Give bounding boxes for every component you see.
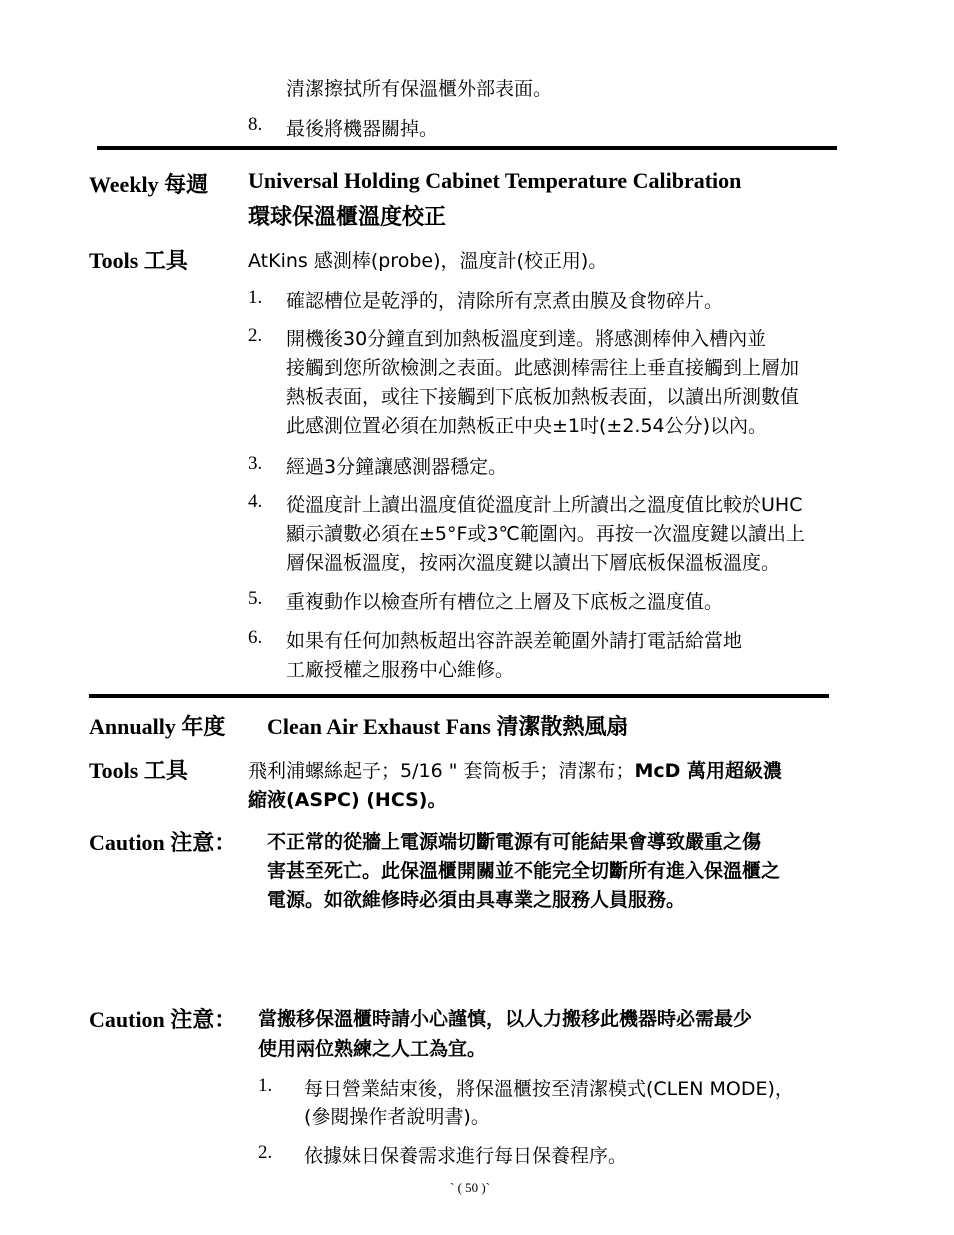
section-title: Clean Air Exhaust Fans 清潔散熱風扇 <box>267 714 629 739</box>
tools-text-bold: 縮液(ASPC) (HCS)。 <box>248 789 447 811</box>
section-title-zh: 環球保溫櫃溫度校正 <box>248 204 447 229</box>
step-number: 2. <box>258 1142 273 1163</box>
caution-label: Caution 注意： <box>89 830 237 855</box>
step-number: 8. <box>248 114 263 135</box>
step-text: 顯示讀數必須在±5°F或3℃範圍內。再按一次溫度鍵以讀出上 <box>286 523 805 545</box>
section-divider <box>89 694 829 698</box>
step-text: 接觸到您所欲檢測之表面。此感測棒需往上垂直接觸到上層加 <box>286 357 800 379</box>
step-number: 5. <box>248 588 263 609</box>
step-text: 最後將機器關掉。 <box>286 118 439 140</box>
step-number: 2. <box>248 325 263 346</box>
caution-text: 不正常的從牆上電源端切斷電源有可能結果會導致嚴重之傷 <box>267 831 762 853</box>
step-text: 依據妹日保養需求進行每日保養程序。 <box>304 1145 628 1167</box>
step-text: 確認槽位是乾淨的，清除所有烹煮由膜及食物碎片。 <box>286 290 724 312</box>
tools-text-bold: McD 萬用超級濃 <box>634 760 783 782</box>
tools-label: Tools 工具 <box>89 248 188 273</box>
step-number: 1. <box>258 1075 273 1096</box>
page-number: ` ( 50 )` <box>450 1180 491 1195</box>
frequency-label-annually: Annually 年度 <box>89 714 226 739</box>
caution-label: Caution 注意： <box>89 1007 237 1032</box>
step-text: 經過3分鐘讓感測器穩定。 <box>286 456 508 478</box>
step-text: 開機後30分鐘直到加熱板溫度到達。將感測棒伸入槽內並 <box>286 328 767 350</box>
tools-text: AtKins 感測棒(probe)，溫度計(校正用)。 <box>248 250 608 272</box>
caution-text: 當搬移保溫櫃時請小心謹慎，以人力搬移此機器時必需最少 <box>258 1008 753 1030</box>
step-text: 重複動作以檢查所有槽位之上層及下底板之溫度值。 <box>286 591 724 613</box>
caution-text: 電源。如欲維修時必須由具專業之服務人員服務。 <box>267 889 686 911</box>
caution-text: 使用兩位熟練之人工為宜。 <box>258 1038 487 1060</box>
tools-label: Tools 工具 <box>89 758 188 783</box>
carryover-line: 清潔擦拭所有保溫櫃外部表面。 <box>286 78 553 100</box>
step-text: 每日營業結束後，將保溫櫃按至清潔模式(CLEN MODE)， <box>304 1078 794 1100</box>
step-text: 如果有任何加熱板超出容許誤差範圍外請打電話給當地 <box>286 630 743 652</box>
section-divider <box>97 146 837 150</box>
step-text: 此感測位置必須在加熱板正中央±1吋(±2.54公分)以內。 <box>286 415 768 437</box>
step-text: 從溫度計上讀出溫度值從溫度計上所讀出之溫度值比較於UHC <box>286 494 803 516</box>
step-text: 層保溫板溫度，按兩次溫度鍵以讀出下層底板保溫板溫度。 <box>286 552 781 574</box>
step-text: (參閱操作者說明書)。 <box>304 1106 490 1128</box>
tools-text <box>248 756 782 783</box>
step-text: 工廠授權之服務中心維修。 <box>286 659 515 681</box>
section-title-en: Universal Holding Cabinet Temperature Calibration <box>248 168 742 193</box>
tools-text-plain: 飛利浦螺絲起子；5/16 " 套筒板手；清潔布； <box>248 760 635 782</box>
step-number: 4. <box>248 491 263 512</box>
step-number: 1. <box>248 287 263 308</box>
frequency-label-weekly: Weekly 每週 <box>89 172 209 197</box>
caution-text: 害甚至死亡。此保溫櫃開關並不能完全切斷所有進入保溫櫃之 <box>267 860 781 882</box>
step-text: 熱板表面，或往下接觸到下底板加熱板表面，以讀出所測數值 <box>286 386 800 408</box>
step-number: 6. <box>248 627 263 648</box>
step-number: 3. <box>248 453 263 474</box>
